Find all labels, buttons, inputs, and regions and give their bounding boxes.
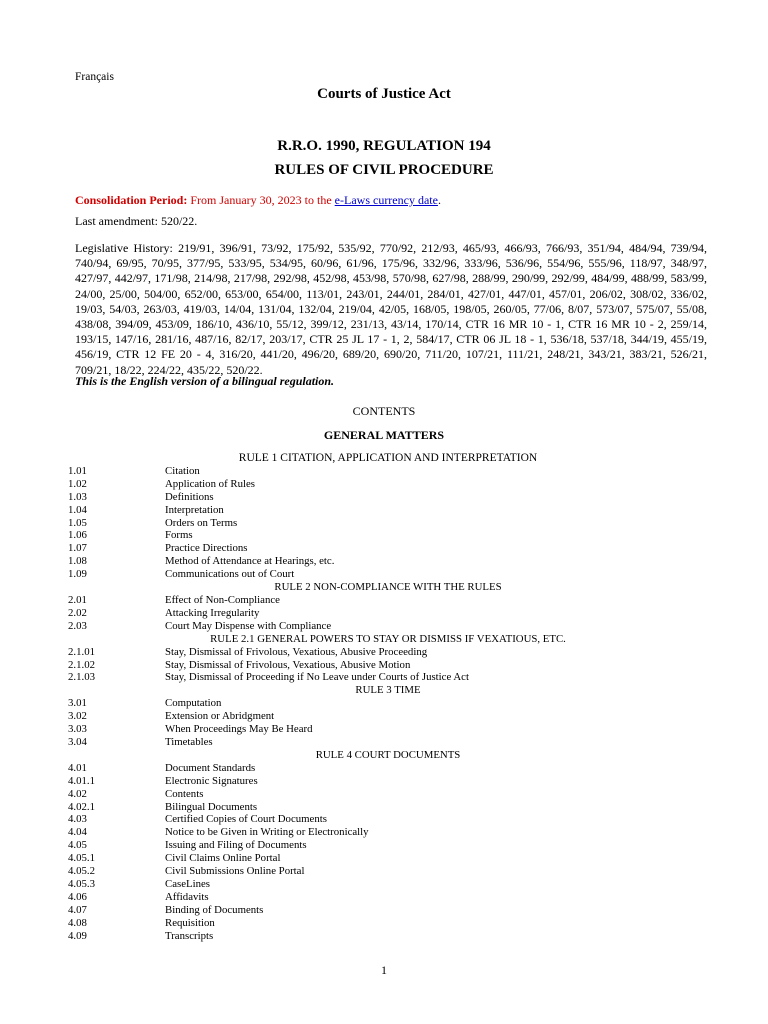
toc-entry-title: Forms xyxy=(165,529,193,542)
rule-1-heading: RULE 1 CITATION, APPLICATION AND INTERPRETATION xyxy=(238,452,538,464)
toc-entry-number: 2.01 xyxy=(68,594,87,607)
toc-entry-number: 1.02 xyxy=(68,477,87,490)
toc-entry-number: 4.09 xyxy=(68,929,87,942)
toc-entry[interactable] xyxy=(68,930,708,943)
toc-entry[interactable] xyxy=(68,620,708,633)
toc-entry-number: 4.05.2 xyxy=(68,865,95,878)
toc-entry-title: Contents xyxy=(165,787,204,800)
toc-entry[interactable] xyxy=(68,568,708,581)
toc-entry[interactable] xyxy=(68,788,708,801)
contents-heading: CONTENTS xyxy=(352,404,416,418)
toc-entry-title: Certified Copies of Court Documents xyxy=(165,813,327,826)
toc-entry-title: Orders on Terms xyxy=(165,516,238,529)
toc-entry-number: 4.02 xyxy=(68,787,87,800)
table-of-contents xyxy=(68,452,708,942)
page-number: 1 xyxy=(381,963,387,977)
toc-entry-title: When Proceedings May Be Heard xyxy=(165,723,313,736)
toc-entry[interactable] xyxy=(68,517,708,530)
toc-entry-title: Attacking Irregularity xyxy=(165,606,260,619)
consolidation-period xyxy=(75,193,707,208)
toc-entry[interactable] xyxy=(68,891,708,904)
toc-entry[interactable] xyxy=(68,775,708,788)
toc-entry-title: Stay, Dismissal of Frivolous, Vexatious, Abusive Motion xyxy=(165,658,411,671)
toc-entry-number: 4.03 xyxy=(68,813,87,826)
act-title: Courts of Justice Act xyxy=(317,86,451,102)
toc-entry-title: Civil Submissions Online Portal xyxy=(165,865,305,878)
toc-entry-number: 2.1.03 xyxy=(68,671,95,684)
last-amendment: Last amendment: 520/22. xyxy=(75,214,198,228)
toc-entry[interactable] xyxy=(68,801,708,814)
rule-2-heading: RULE 2 NON-COMPLIANCE WITH THE RULES xyxy=(274,581,502,594)
toc-entry[interactable] xyxy=(68,671,708,684)
toc-entry-title: Citation xyxy=(165,465,200,477)
toc-entry-number: 1.06 xyxy=(68,529,87,542)
toc-entry-title: Transcripts xyxy=(165,929,214,942)
toc-entry-number: 2.1.02 xyxy=(68,658,95,671)
toc-entry[interactable] xyxy=(68,878,708,891)
toc-entry[interactable] xyxy=(68,504,708,517)
toc-entry[interactable] xyxy=(68,839,708,852)
toc-entry-title: Definitions xyxy=(165,490,214,503)
toc-entry[interactable] xyxy=(68,852,708,865)
toc-entry-number: 4.04 xyxy=(68,826,87,839)
toc-entry-title: Application of Rules xyxy=(165,477,255,490)
toc-entry-number: 2.1.01 xyxy=(68,645,95,658)
toc-entry-title: Electronic Signatures xyxy=(165,774,258,787)
toc-entry-number: 2.03 xyxy=(68,619,87,632)
rule-3-heading: RULE 3 TIME xyxy=(355,684,421,697)
toc-entry[interactable] xyxy=(68,594,708,607)
toc-entry-number: 3.02 xyxy=(68,710,87,723)
toc-entry-title: Binding of Documents xyxy=(165,903,264,916)
toc-entry-number: 3.04 xyxy=(68,736,87,749)
toc-entry-number: 1.03 xyxy=(68,490,87,503)
toc-entry-number: 1.04 xyxy=(68,503,87,516)
toc-entry-number: 4.05.3 xyxy=(68,877,95,890)
consolidation-label: Consolidation Period: xyxy=(75,193,188,207)
toc-entry-title: Practice Directions xyxy=(165,542,248,555)
consolidation-end: . xyxy=(437,193,441,207)
toc-entry-number: 3.03 xyxy=(68,723,87,736)
consolidation-text: From January 30, 2023 to the xyxy=(187,193,335,207)
regulation-title: R.R.O. 1990, REGULATION 194 xyxy=(277,138,491,154)
toc-entry[interactable] xyxy=(68,607,708,620)
toc-entry[interactable] xyxy=(68,865,708,878)
toc-entry[interactable] xyxy=(68,555,708,568)
legislative-history: Legislative History: 219/91, 396/91, 73/92, 175/92, 535/92, 770/92, 212/93, 465/93, 466/93, 766/93, 351/94, 484/94, 739/94, 740/94, 69/95, 70/95, 377/95, 533/95, 534/95, 60/96, 61/96, 175/96, 332/96, 333/96, 536/96, 554/96, 555/96, 118/97, 348/97, 427/97, 442/97, 171/98, 214/98, 217/98, 292/98, 452/98, 453/98, 570/98, 627/98, 288/99, 290/99, 292/99, 484/99, 488/99, 583/99, 24/00, 25/00, 504/00, 652/00, 653/00, 654/00, 113/01, 243/01, 244/01, 284/01, 427/01, 447/01, 457/01, 206/02, 308/02, 336/02, 19/03, 54/03, 263/03, 419/03, 14/04, 131/04, 132/04, 219/04, 42/05, 168/05, 198/05, 260/05, 77/06, 8/07, 573/07, 575/07, 55/08, 438/08, 394/09, 453/09, 186/10, 436/10, 55/12, 399/12, 231/13, 43/14, 170/14, CTR 16 MR 10 - 1, CTR 16 MR 10 - 2, 259/14, 193/15, 147/16, 281/16, 487/16, 82/17, 203/17, CTR 25 JL 17 - 1, 2, 584/17, CTR 06 JL 18 - 1, 536/18, 537/18, 344/19, 455/19, 456/19, CTR 12 FE 20 - 4, 316/20, 441/20, 496/20, 689/20, 690/20, 711/20, 107/21, 111/21, 248/21, 343/21, 383/21, 526/21, 709/21, 18/22, 224/22, 435/22, 520/22. xyxy=(75,241,707,377)
toc-entry[interactable] xyxy=(68,491,708,504)
toc-entry-number: 1.01 xyxy=(68,465,87,477)
toc-entry-number: 1.09 xyxy=(68,568,87,581)
toc-entry[interactable] xyxy=(68,723,708,736)
toc-entry-number: 4.01.1 xyxy=(68,774,95,787)
toc-entry-title: Computation xyxy=(165,697,222,710)
toc-entry-title: Bilingual Documents xyxy=(165,800,258,813)
toc-entry[interactable] xyxy=(68,917,708,930)
toc-entry-title: Method of Attendance at Hearings, etc. xyxy=(165,555,335,568)
toc-entry[interactable] xyxy=(68,542,708,555)
toc-entry-number: 4.07 xyxy=(68,903,87,916)
toc-entry-title: Document Standards xyxy=(165,761,256,774)
toc-entry[interactable] xyxy=(68,529,708,542)
toc-entry-title: Communications out of Court xyxy=(165,568,295,581)
toc-entry[interactable] xyxy=(68,762,708,775)
toc-entry[interactable] xyxy=(68,478,708,491)
toc-entry-title: Stay, Dismissal of Proceeding if No Leave under Courts of Justice Act xyxy=(165,671,469,684)
toc-entry-title: Timetables xyxy=(165,736,213,749)
toc-entry-title: Requisition xyxy=(165,916,215,929)
toc-entry-number: 1.07 xyxy=(68,542,87,555)
toc-entry-title: Extension or Abridgment xyxy=(165,710,275,723)
general-matters-heading: GENERAL MATTERS xyxy=(323,428,445,442)
toc-entry-title: CaseLines xyxy=(165,877,210,890)
rule-2-1-heading: RULE 2.1 GENERAL POWERS TO STAY OR DISMISS IF VEXATIOUS, ETC. xyxy=(210,632,566,645)
toc-entry-number: 4.08 xyxy=(68,916,87,929)
rules-title: RULES OF CIVIL PROCEDURE xyxy=(274,162,494,178)
toc-entry-number: 4.05.1 xyxy=(68,852,95,865)
rule-4-heading: RULE 4 COURT DOCUMENTS xyxy=(315,748,461,761)
toc-entry-title: Civil Claims Online Portal xyxy=(165,852,281,865)
toc-entry[interactable] xyxy=(68,710,708,723)
toc-entry-title: Effect of Non-Compliance xyxy=(165,594,280,607)
toc-entry-number: 3.01 xyxy=(68,697,87,710)
toc-entry[interactable] xyxy=(68,904,708,917)
toc-entry[interactable] xyxy=(68,659,708,672)
toc-entry-title: Notice to be Given in Writing or Electronically xyxy=(165,826,369,839)
toc-entry-number: 4.02.1 xyxy=(68,800,95,813)
toc-entry[interactable] xyxy=(68,813,708,826)
english-version-note: This is the English version of a bilingual regulation. xyxy=(75,374,335,388)
toc-entry-number: 1.05 xyxy=(68,516,87,529)
french-version-link[interactable]: Français xyxy=(75,71,114,83)
toc-entry-number: 4.05 xyxy=(68,839,87,852)
toc-entry-title: Affidavits xyxy=(165,890,209,903)
toc-entry-title: Interpretation xyxy=(165,503,224,516)
toc-entry-number: 4.06 xyxy=(68,890,87,903)
toc-entry[interactable] xyxy=(68,826,708,839)
toc-entry-title: Court May Dispense with Compliance xyxy=(165,619,332,632)
toc-entry[interactable] xyxy=(68,465,708,478)
toc-entry-number: 2.02 xyxy=(68,606,87,619)
elaws-currency-link[interactable]: e-Laws currency date xyxy=(334,193,438,207)
toc-entry[interactable] xyxy=(68,736,708,749)
toc-entry-number: 4.01 xyxy=(68,761,87,774)
toc-entry[interactable] xyxy=(68,646,708,659)
toc-entry-title: Stay, Dismissal of Frivolous, Vexatious, Abusive Proceeding xyxy=(165,645,428,658)
toc-entry-title: Issuing and Filing of Documents xyxy=(165,839,307,852)
toc-entry[interactable] xyxy=(68,697,708,710)
toc-entry-number: 1.08 xyxy=(68,555,87,568)
